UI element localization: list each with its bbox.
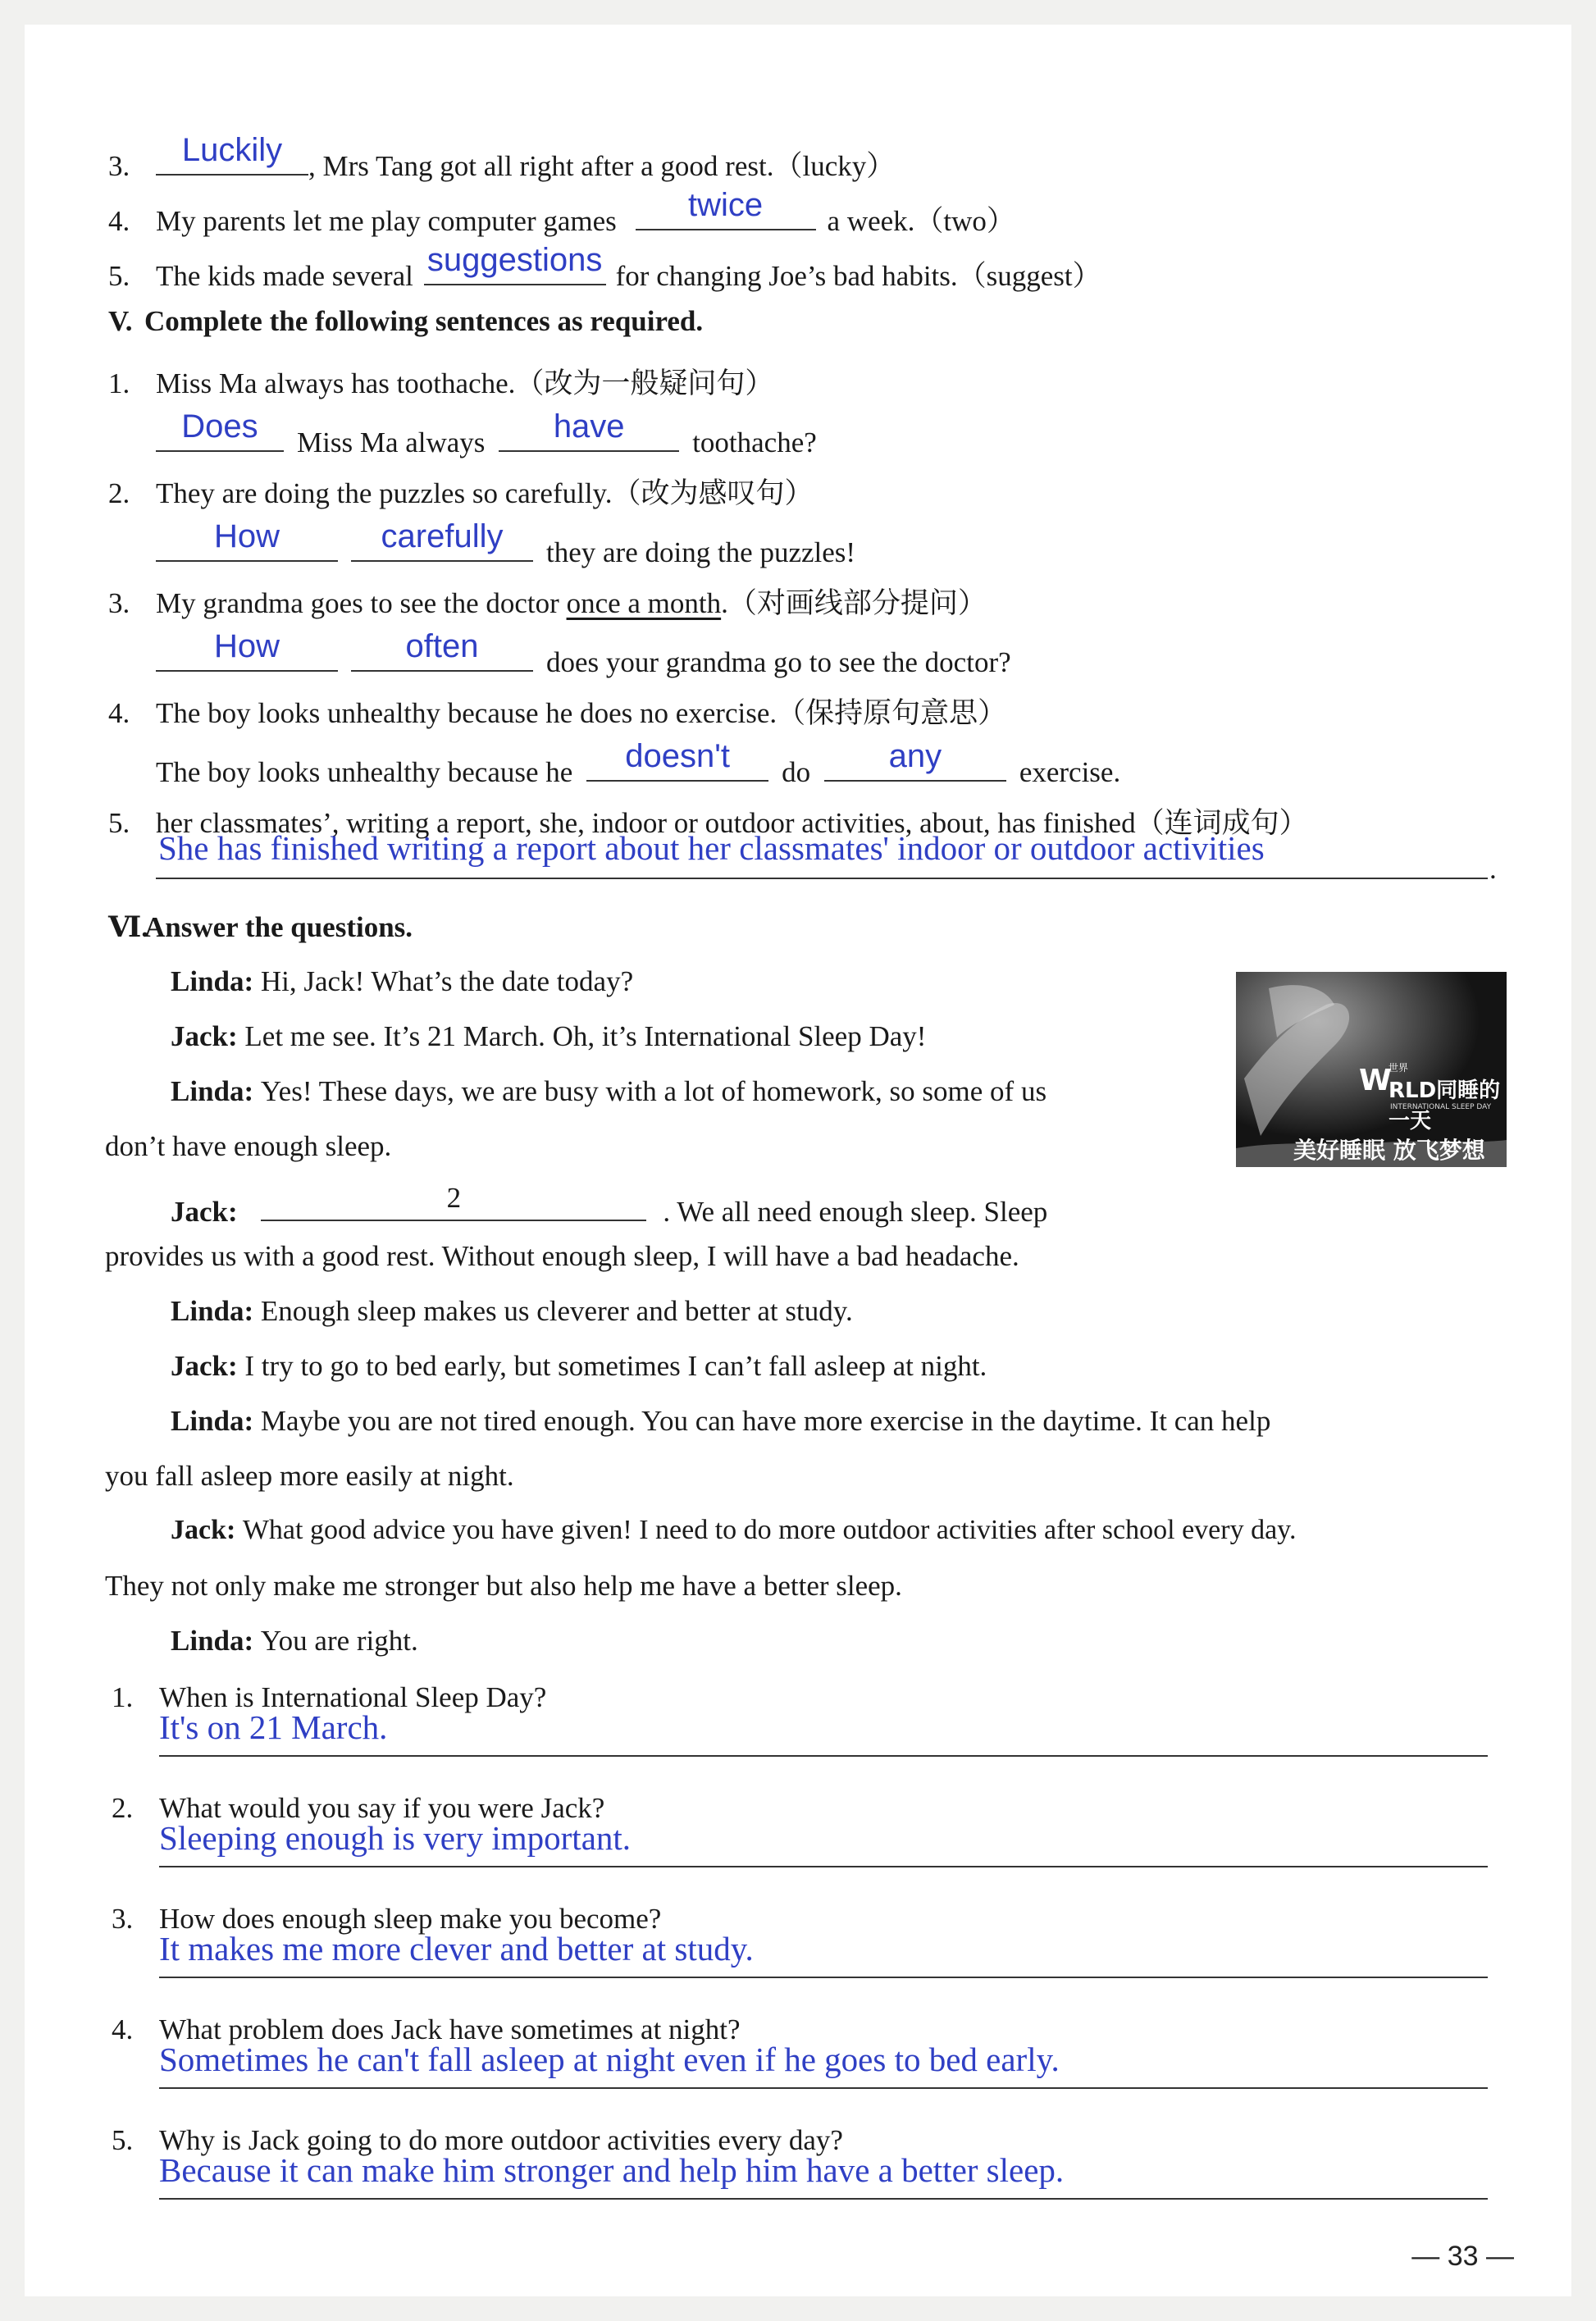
sentence-end-period: . xyxy=(1489,853,1497,885)
section-number: V. xyxy=(108,305,133,337)
dialogue-line: Jack: I try to go to bed early, but sometimes I can’t fall asleep at night. xyxy=(171,1350,987,1382)
sentence-text: for changing Joe’s bad habits.（suggest） xyxy=(615,260,1101,292)
sentence-text: , Mrs Tang got all right after a good rest.（lucky） xyxy=(308,150,896,182)
dialogue-line: Jack: Let me see. It’s 21 March. Oh, it’s International Sleep Day! xyxy=(171,1020,927,1052)
answer-blank[interactable] xyxy=(351,628,533,672)
dialogue-text: Hi, Jack! What’s the date today? xyxy=(260,965,634,997)
answer-text: Because it can make him stronger and help him have a better sleep. xyxy=(159,2151,1065,2189)
poster-small-text: 世界 xyxy=(1389,1062,1409,1074)
item-number: 5. xyxy=(108,260,130,292)
dialogue-line: Jack: 2 . We all need enough sleep. Sleep xyxy=(171,1182,1048,1228)
answer-text: It makes me more clever and better at study. xyxy=(159,1930,754,1968)
item-number: 5. xyxy=(112,2124,134,2156)
part5-q3-prompt xyxy=(108,581,987,622)
sentence-text: The boy looks unhealthy because he xyxy=(156,756,573,788)
part5-q4-prompt xyxy=(108,691,1006,732)
answer-line[interactable] xyxy=(159,1755,1488,1757)
answer-blank[interactable] xyxy=(424,242,606,285)
sentence-text: they are doing the puzzles! xyxy=(546,536,856,568)
answer-blank[interactable] xyxy=(156,408,284,452)
sentence-text: her classmates’, writing a report, she, indoor or outdoor activities, about, has finished（连词成句） xyxy=(156,807,1308,839)
sentence-text: a week.（two） xyxy=(827,205,1015,237)
part5-q4-answer-line xyxy=(156,738,1121,789)
speaker-name: Linda xyxy=(171,965,244,997)
page-number: — 33 — xyxy=(1411,2241,1514,2272)
item-number: 4. xyxy=(108,697,130,729)
poster-logo-w: W xyxy=(1359,1064,1392,1097)
answer-blank[interactable] xyxy=(636,187,816,230)
poster-slogan: 美好睡眠 放飞梦想 xyxy=(1293,1137,1485,1164)
dialogue-text: Let me see. It’s 21 March. Oh, it’s International Sleep Day! xyxy=(244,1020,927,1052)
dialogue-text: You are right. xyxy=(260,1625,418,1657)
dialogue-text: What good advice you have given! I need to do more outdoor activities after school every day. xyxy=(242,1515,1297,1545)
dialogue-text: you fall asleep more easily at night. xyxy=(105,1460,514,1492)
worksheet-page xyxy=(25,25,1571,2296)
part5-q2-prompt xyxy=(108,471,814,512)
item-number: 3. xyxy=(108,587,130,619)
answer-blank[interactable] xyxy=(156,628,338,672)
answer-blank[interactable] xyxy=(351,518,533,562)
sentence-text: Miss Ma always xyxy=(297,426,486,458)
speaker-name: Linda xyxy=(171,1295,244,1327)
dialogue-text: don’t have enough sleep. xyxy=(105,1130,392,1162)
item-number: 1. xyxy=(112,1681,134,1713)
answer-text: have xyxy=(553,408,625,445)
dialogue-line: Linda: Hi, Jack! What’s the date today? xyxy=(171,965,634,997)
question-text: How does enough sleep make you become? xyxy=(159,1903,662,1935)
dialogue-text: provides us with a good rest. Without enough sleep, I will have a bad headache. xyxy=(105,1240,1019,1272)
dialogue-line: Linda: Yes! These days, we are busy with a lot of homework, so some of us xyxy=(171,1075,1047,1107)
part4-q4 xyxy=(108,187,1015,239)
answer-blank[interactable] xyxy=(586,738,768,782)
answer-blank[interactable] xyxy=(824,738,1006,782)
part5-q2-answer-line xyxy=(156,518,856,569)
speaker-name: Jack xyxy=(171,1196,228,1228)
dialogue-text: Yes! These days, we are busy with a lot of homework, so some of us xyxy=(260,1075,1047,1107)
answer-text: Luckily xyxy=(181,132,283,168)
sentence-text: .（对画线部分提问） xyxy=(721,587,987,619)
answer-blank[interactable] xyxy=(499,408,679,452)
dialogue-text: They not only make me stronger but also help me have a better sleep. xyxy=(105,1570,902,1602)
sentence-text: The boy looks unhealthy because he does no exercise.（保持原句意思） xyxy=(156,697,1007,729)
speaker-name: Linda xyxy=(171,1075,244,1107)
answer-text: doesn't xyxy=(625,738,730,774)
part5-q1-prompt xyxy=(108,361,773,402)
dialogue-text: Enough sleep makes us cleverer and better at study. xyxy=(260,1295,853,1327)
section-title: Answer the questions. xyxy=(144,911,413,943)
sentence-text: does your grandma go to see the doctor? xyxy=(546,646,1011,678)
sentence-text: do xyxy=(782,756,811,788)
poster-title: RLD同睡的一天 xyxy=(1389,1078,1501,1133)
dialogue-text: . We all need enough sleep. Sleep xyxy=(663,1196,1048,1228)
answer-text: carefully xyxy=(381,518,504,554)
answer-line[interactable] xyxy=(159,2198,1488,2200)
answer-blank[interactable] xyxy=(156,132,308,176)
question-text: What problem does Jack have sometimes at night? xyxy=(159,2013,741,2045)
part4-q3 xyxy=(108,132,896,185)
dialogue-line: Linda: Maybe you are not tired enough. You can have more exercise in the daytime. It can help xyxy=(171,1405,1271,1437)
sentence-text: exercise. xyxy=(1019,756,1121,788)
poster-caption: INTERNATIONAL SLEEP DAY xyxy=(1390,1103,1492,1111)
part5-q1-answer-line xyxy=(156,408,817,459)
answer-text: twice xyxy=(687,187,764,223)
section-heading-vi xyxy=(108,910,413,944)
sentence-text: My parents let me play computer games xyxy=(156,205,617,237)
answer-text: often xyxy=(405,628,479,664)
sentence-text: The kids made several xyxy=(156,260,413,292)
speaker-name: Linda xyxy=(171,1405,244,1437)
answer-line[interactable] xyxy=(159,2087,1488,2089)
item-number: 4. xyxy=(112,2013,134,2045)
speaker-name: Jack xyxy=(171,1515,226,1545)
answer-line[interactable] xyxy=(159,1977,1488,1978)
dialogue-line: Linda: You are right. xyxy=(171,1625,418,1657)
sentence-text: My grandma goes to see the doctor xyxy=(156,587,559,619)
answer-text: suggestions xyxy=(426,242,603,278)
underlined-phrase: once a month xyxy=(566,587,722,619)
item-number: 3. xyxy=(108,150,130,182)
speaker-name: Linda xyxy=(171,1625,244,1657)
item-number: 1. xyxy=(108,367,130,399)
item-number: 2. xyxy=(108,477,130,509)
question-text: When is International Sleep Day? xyxy=(159,1681,547,1713)
part4-q5 xyxy=(108,242,1101,294)
item-number: 4. xyxy=(108,205,130,237)
sleep-day-poster-image xyxy=(1236,972,1507,1167)
answer-text: Sleeping enough is very important. xyxy=(159,1819,632,1857)
speaker-name: Jack xyxy=(171,1020,228,1052)
item-number: 2. xyxy=(112,1792,134,1824)
answer-text: any xyxy=(888,738,942,774)
sentence-text: They are doing the puzzles so carefully.（改为感叹句） xyxy=(156,477,814,509)
question-text: What would you say if you were Jack? xyxy=(159,1792,605,1824)
sentence-text: Miss Ma always has toothache.（改为一般疑问句） xyxy=(156,367,774,399)
answer-blank[interactable] xyxy=(261,1182,646,1221)
sentence-text: toothache? xyxy=(692,426,817,458)
answer-text: Sometimes he can't fall asleep at night even if he goes to bed early. xyxy=(159,2041,1060,2078)
speaker-name: Jack xyxy=(171,1350,228,1382)
answer-line[interactable] xyxy=(159,1866,1488,1867)
dialogue-text: Maybe you are not tired enough. You can have more exercise in the daytime. It can help xyxy=(260,1405,1271,1437)
section-heading-v xyxy=(108,305,703,338)
item-number: 3. xyxy=(112,1903,134,1935)
part5-q3-answer-line xyxy=(156,628,1011,679)
dialogue-line: Linda: Enough sleep makes us cleverer and better at study. xyxy=(171,1295,853,1327)
answer-text: Does xyxy=(181,408,258,445)
answer-text: How xyxy=(213,628,280,664)
item-number: 5. xyxy=(108,807,130,839)
answer-blank[interactable] xyxy=(156,518,338,562)
dialogue-text: I try to go to bed early, but sometimes I can’t fall asleep at night. xyxy=(244,1350,987,1382)
blank-number: 2 xyxy=(446,1182,462,1214)
question-text: Why is Jack going to do more outdoor activities every day? xyxy=(159,2124,843,2156)
section-title: Complete the following sentences as required. xyxy=(144,305,704,337)
answer-text: It's on 21 March. xyxy=(159,1708,388,1746)
answer-line[interactable] xyxy=(156,878,1488,879)
answer-text: How xyxy=(213,518,280,554)
dialogue-line: Jack: What good advice you have given! I need to do more outdoor activities after school every day. xyxy=(171,1515,1297,1545)
answer-text: She has finished writing a report about her classmates' indoor or outdoor activities xyxy=(158,829,1265,867)
section-number: Ⅵ. xyxy=(108,911,148,943)
